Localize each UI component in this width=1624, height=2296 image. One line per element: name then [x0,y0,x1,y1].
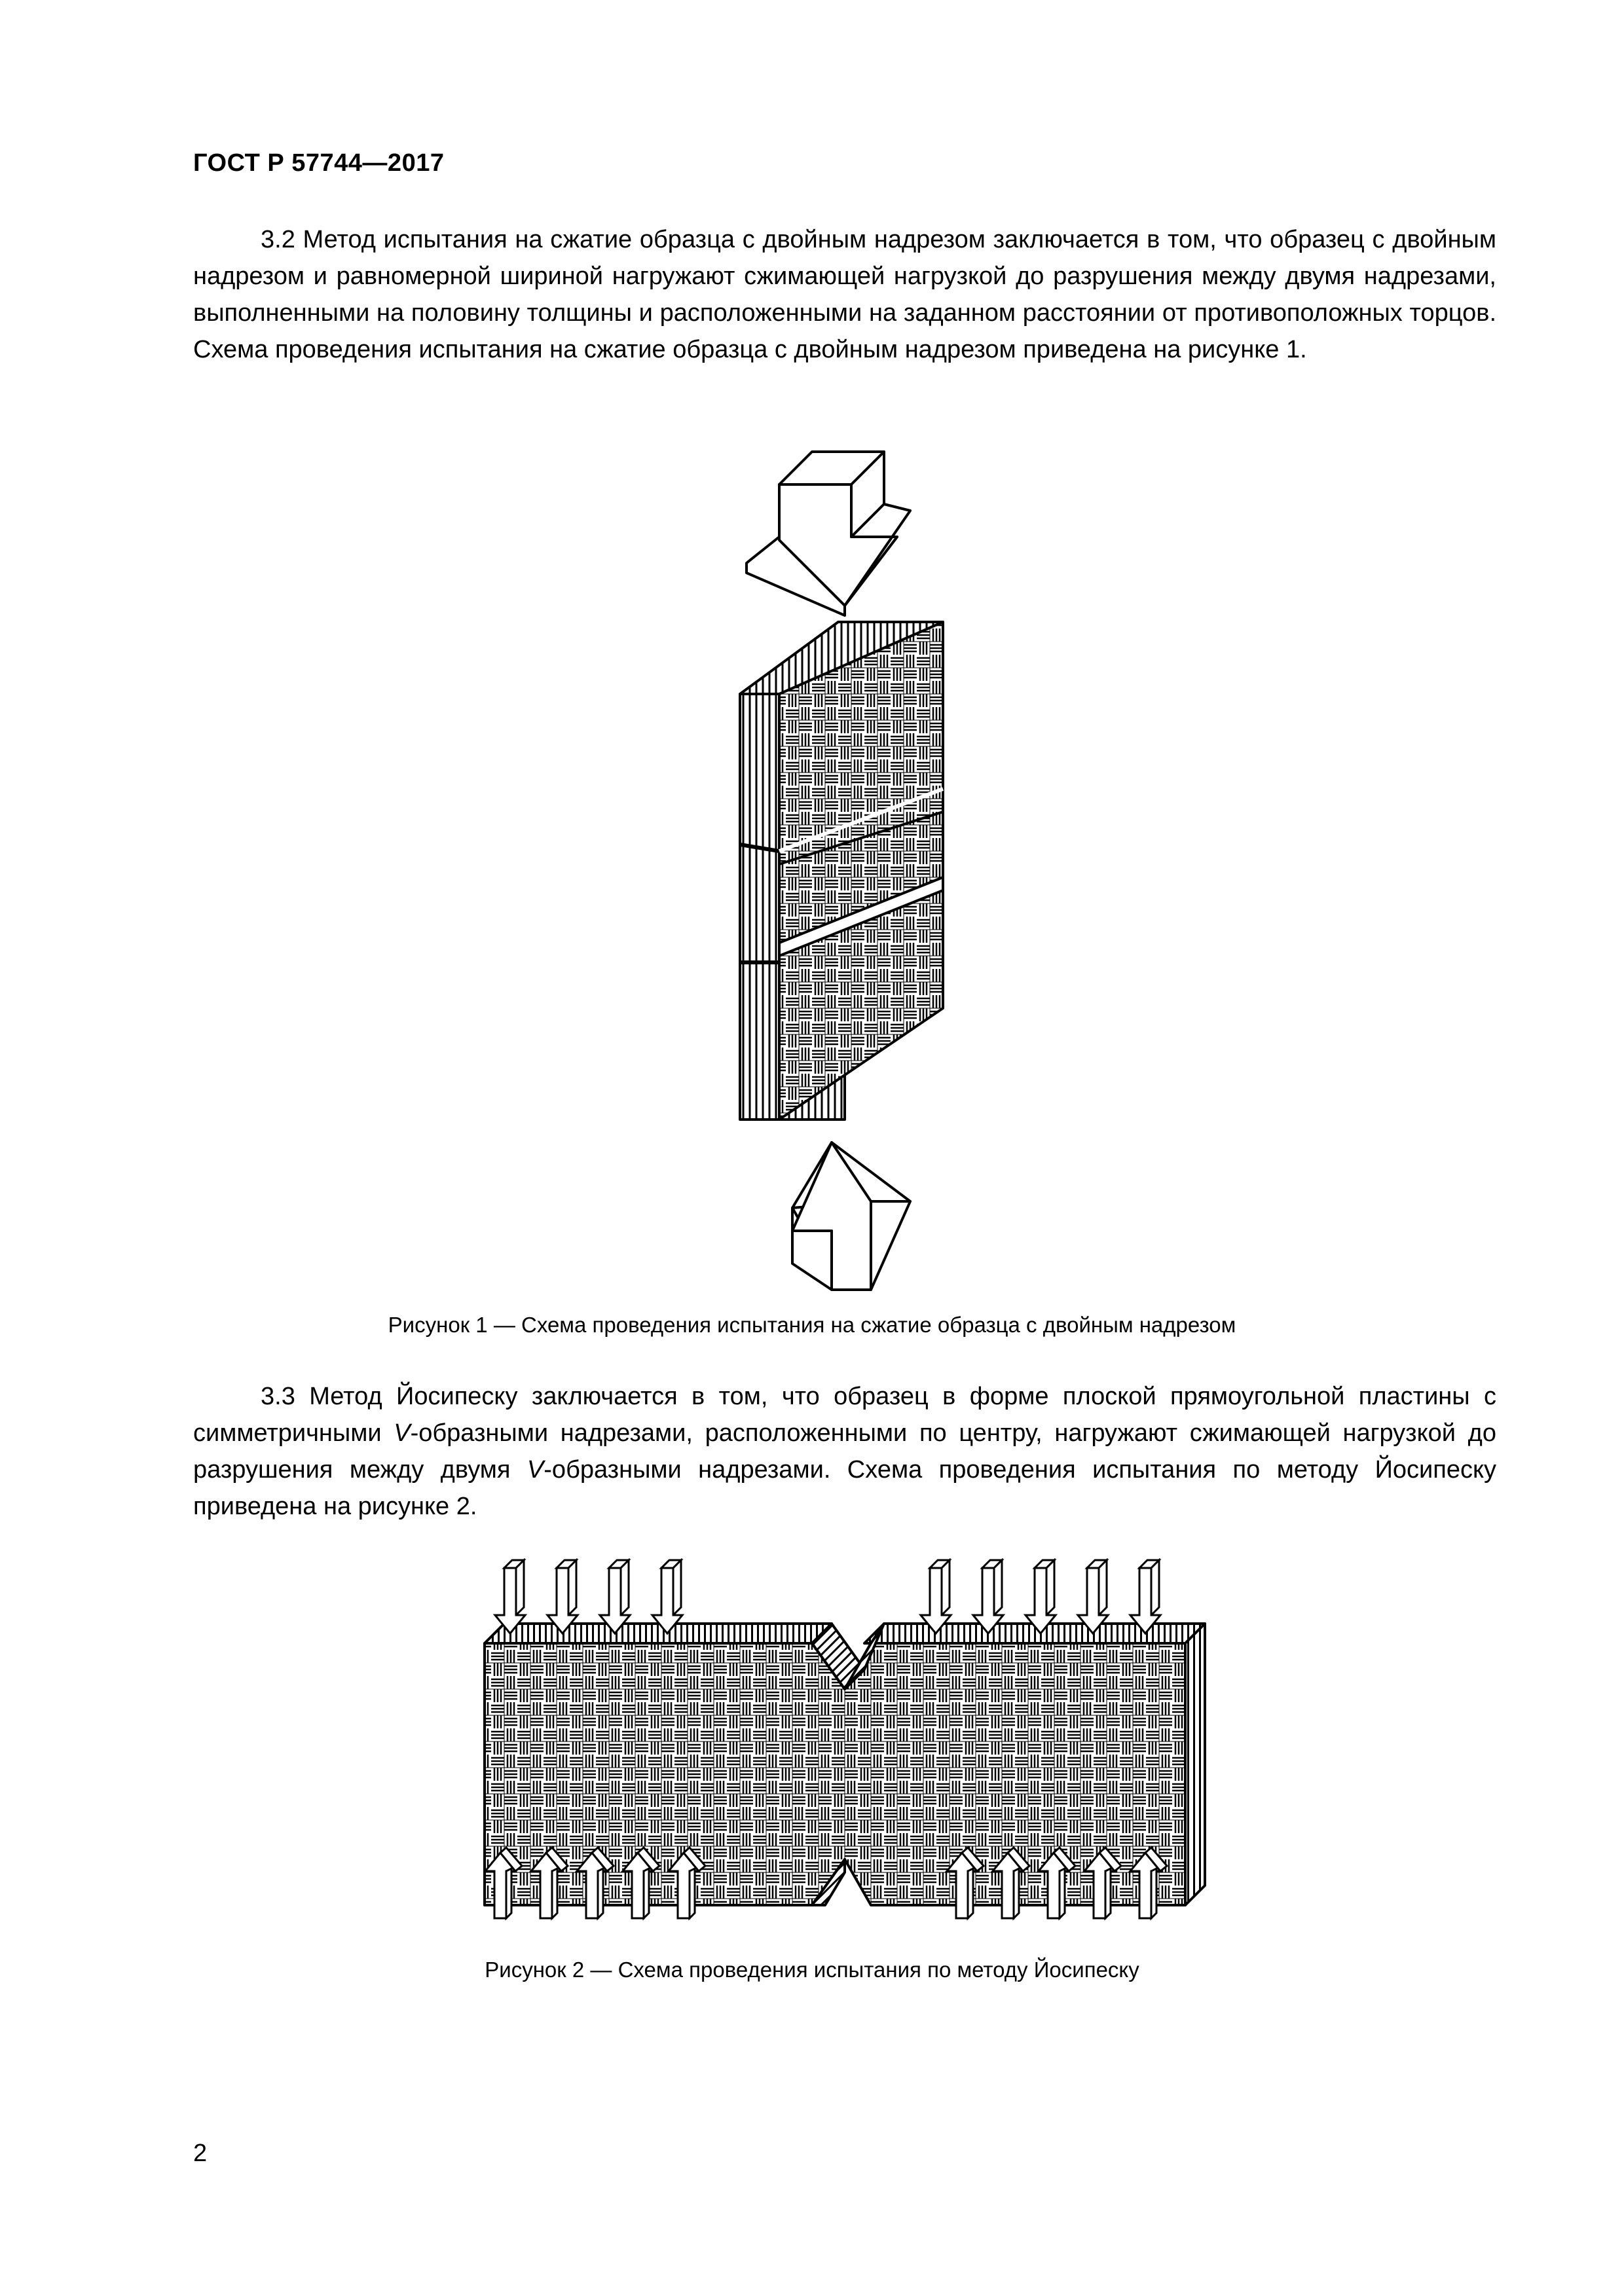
paragraph-3-3: 3.3 Метод Йосипеску заключается в том, что образец в форме плоской прямоугольной пластины с симметричными V-образными надрезами, расположенными по центру, нагружают сжимающей нагрузкой до разрушения между двумя V-образными надрезами. Схема проведения испытания по методу Йосипеску приведена на рисунке 2. [193,1383,1497,1520]
paragraph-3-2: 3.2 Метод испытания на сжатие образца с двойным надрезом заключается в том, что образец с двойным надрезом и равномерной шириной нагружают сжимающей нагрузкой до разрушения между двумя надрезами, выполненными на половину толщины и расположенными на заданном расстоянии от противоположных торцов. Схема проведения испытания на сжатие образца с двойным надрезом приведена на рисунке 1. [193,226,1496,363]
figure-1-diagram [720,432,982,1296]
figure-2-diagram [478,1558,1218,1931]
load-arrow-bottom [792,1142,910,1290]
specimen-double-notch [740,622,943,1120]
load-arrow-top [747,452,910,615]
page-number: 2 [193,2140,208,2167]
figure-2-caption: Рисунок 2 — Схема проведения испытания по методу Йосипеску [485,1958,1139,1982]
figure-1-caption: Рисунок 1 — Схема проведения испытания на сжатие образца с двойным надрезом [388,1313,1236,1337]
document-code: ГОСТ Р 57744—2017 [193,149,445,177]
